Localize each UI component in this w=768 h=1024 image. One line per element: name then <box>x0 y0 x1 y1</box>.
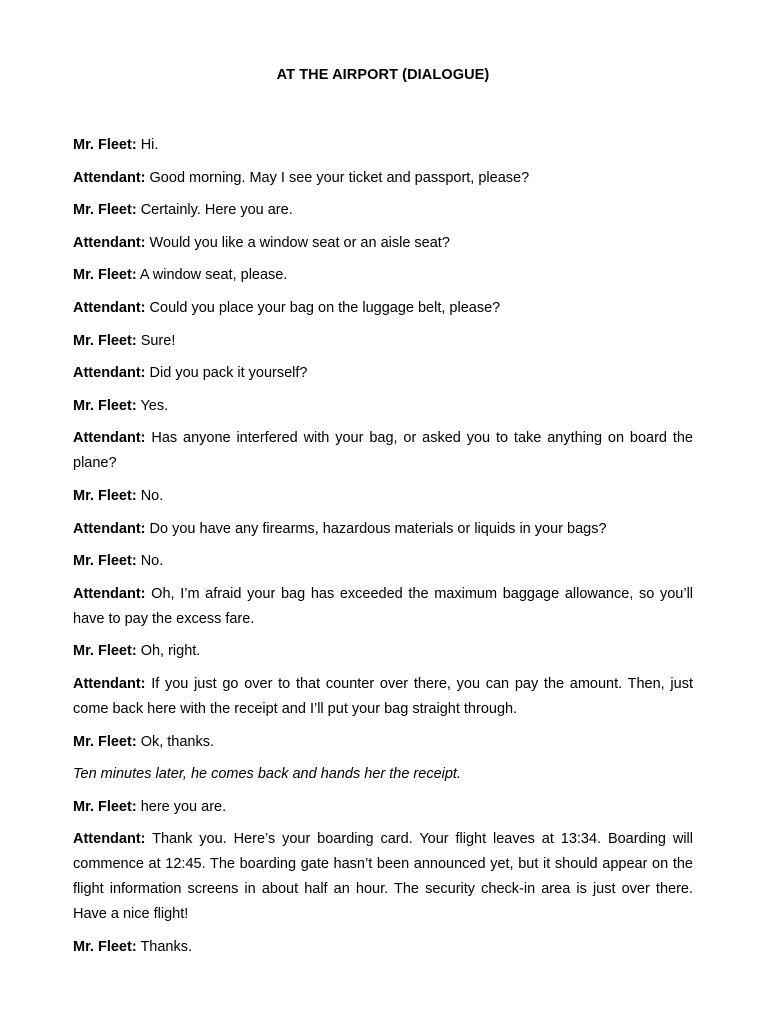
utterance-text: Oh, right. <box>140 643 201 660</box>
utterance-text: No. <box>140 487 164 504</box>
dialogue-line <box>73 484 693 509</box>
utterance-text: Thanks. <box>140 938 193 955</box>
speaker-label: Attendant: <box>73 169 146 186</box>
narration-text: Ten minutes later, he comes back and hands her the receipt. <box>73 766 461 783</box>
page-title: AT THE AIRPORT (DIALOGUE) <box>276 67 490 83</box>
utterance-text: Could you place your bag on the luggage belt, please? <box>149 299 501 316</box>
narration-line <box>73 762 693 787</box>
utterance-text: Sure! <box>140 332 176 349</box>
dialogue-line <box>73 296 693 321</box>
speaker-label: Attendant: <box>73 430 146 447</box>
speaker-label: Attendant: <box>73 299 146 316</box>
dialogue-line <box>73 639 693 664</box>
utterance-text: Hi. <box>140 137 159 153</box>
utterance-text: Yes. <box>140 397 169 414</box>
utterance-text: Do you have any firearms, hazardous materials or liquids in your bags? <box>149 520 607 537</box>
utterance-text: Did you pack it yourself? <box>149 365 308 382</box>
dialogue-line <box>73 166 693 191</box>
speaker-label: Mr. Fleet: <box>73 643 137 660</box>
dialogue-line <box>73 133 693 158</box>
utterance-text: Has anyone interfered with your bag, or asked you to take anything on board the plane? <box>73 430 693 472</box>
speaker-label: Mr. Fleet: <box>73 202 137 219</box>
dialogue-line <box>73 426 693 476</box>
dialogue-line <box>73 231 693 256</box>
utterance-text: Would you like a window seat or an aisle seat? <box>149 234 450 251</box>
utterance-text: A window seat, please. <box>139 267 288 284</box>
dialogue-body <box>73 133 693 967</box>
dialogue-line <box>73 730 693 755</box>
dialogue-line <box>73 672 693 722</box>
speaker-label: Mr. Fleet: <box>73 332 137 349</box>
dialogue-line <box>73 329 693 354</box>
utterance-text: Ok, thanks. <box>140 733 215 750</box>
speaker-label: Mr. Fleet: <box>73 553 137 570</box>
dialogue-line <box>73 394 693 419</box>
speaker-label: Attendant: <box>73 675 146 692</box>
speaker-label: Attendant: <box>73 585 146 602</box>
speaker-label: Mr. Fleet: <box>73 733 137 750</box>
dialogue-line <box>73 827 693 927</box>
dialogue-line <box>73 198 693 223</box>
utterance-text: here you are. <box>140 798 227 815</box>
speaker-label: Mr. Fleet: <box>73 397 137 414</box>
speaker-label: Attendant: <box>73 234 146 251</box>
dialogue-line <box>73 582 693 632</box>
speaker-label: Attendant: <box>73 365 146 382</box>
speaker-label: Attendant: <box>73 831 146 848</box>
utterance-text: Thank you. Here’s your boarding card. Your flight leaves at 13:34. Boarding will commence at 12:45. The boarding gate hasn’t been announced yet, but it should appear on the flight information screens in about half an hour. The security check-in area is just over there. Have a nice flight! <box>73 831 693 923</box>
speaker-label: Mr. Fleet: <box>73 137 137 153</box>
speaker-label: Attendant: <box>73 520 146 537</box>
utterance-text: Oh, I’m afraid your bag has exceeded the maximum baggage allowance, so you’ll have to pay the excess fare. <box>73 585 694 627</box>
dialogue-line <box>73 517 693 542</box>
dialogue-line <box>73 795 693 820</box>
utterance-text: Good morning. May I see your ticket and passport, please? <box>149 169 530 186</box>
speaker-label: Mr. Fleet: <box>73 798 137 815</box>
utterance-text: No. <box>140 553 164 570</box>
utterance-text: If you just go over to that counter over there, you can pay the amount. Then, just come back here with the receipt and I’ll put your bag straight through. <box>73 675 693 717</box>
dialogue-line <box>73 549 693 574</box>
speaker-label: Mr. Fleet: <box>73 938 137 955</box>
dialogue-line <box>73 361 693 386</box>
dialogue-line <box>73 935 693 960</box>
speaker-label: Mr. Fleet: <box>73 267 137 284</box>
utterance-text: Certainly. Here you are. <box>140 202 293 219</box>
speaker-label: Mr. Fleet: <box>73 487 137 504</box>
dialogue-line <box>73 263 693 288</box>
